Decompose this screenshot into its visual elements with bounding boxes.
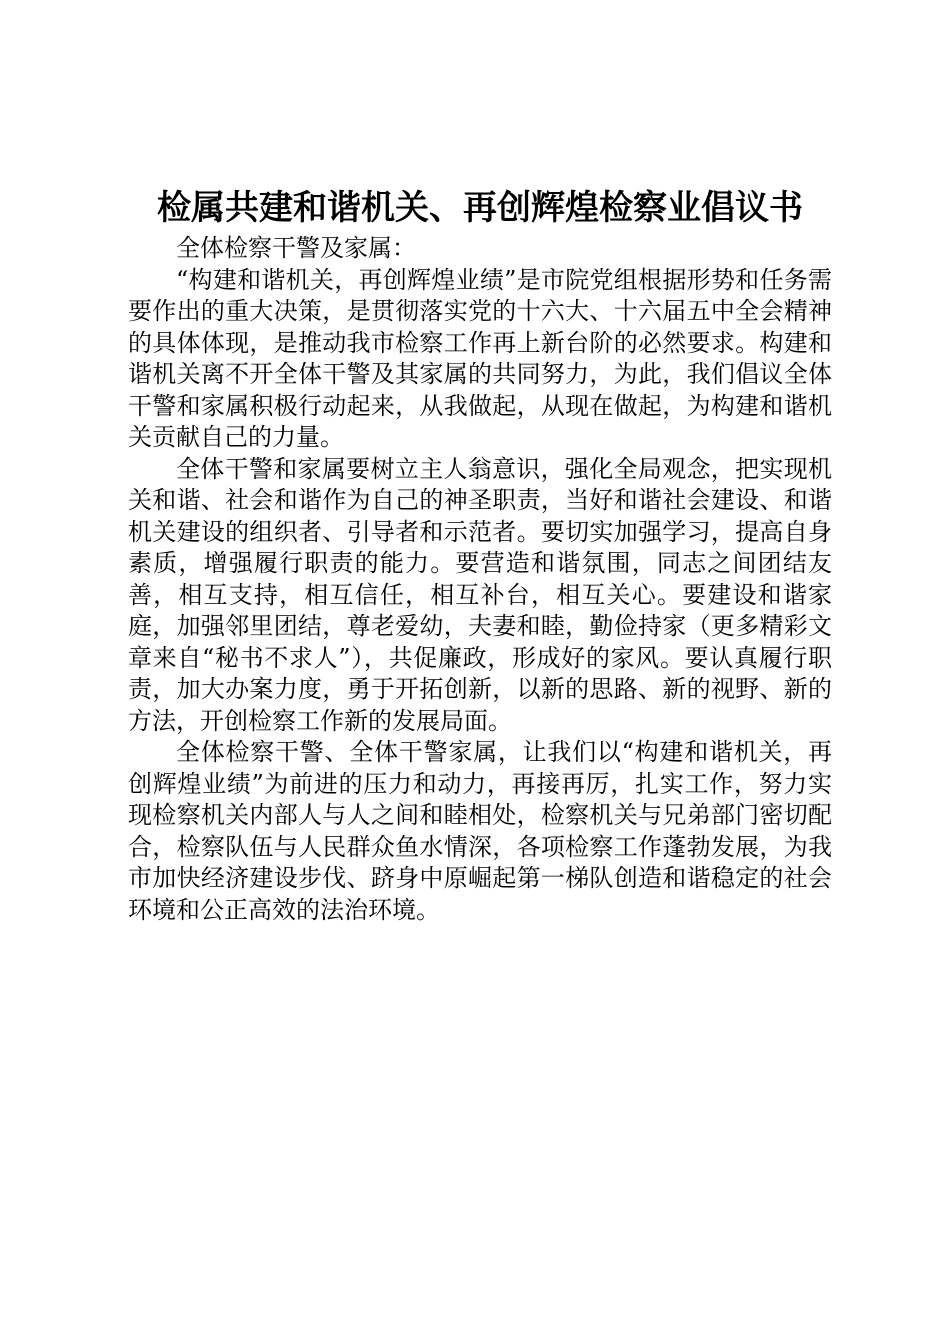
paragraph-3: 全体检察干警、全体干警家属，让我们以“构建和谐机关，再创辉煌业绩”为前进的压力和动力，再接再厉，扎实工作，努力实现检察机关内部人与人之间和睦相处，检察机关与兄弟部门密切配合，检察队伍与人民群众鱼水情深，各项检察工作蓬勃发展，为我市加快经济建设步伐、跻身中原崛起第一梯队创造和谐稳定的社会环境和公正高效的法治环境。 <box>128 738 832 924</box>
document-title: 检属共建和谐机关、再创辉煌检察业倡议书 <box>157 188 803 228</box>
salutation: 全体检察干警及家属： <box>176 234 416 262</box>
document-body <box>128 233 832 926</box>
paragraph-2: 全体干警和家属要树立主人翁意识，强化全局观念，把实现机关和谐、社会和谐作为自己的神圣职责，当好和谐社会建设、和谐机关建设的组织者、引导者和示范者。要切实加强学习，提高自身素质，增强履行职责的能力。要营造和谐氛围，同志之间团结友善，相互支持，相互信任，相互补台，相互关心。要建设和谐家庭，加强邻里团结，尊老爱幼，夫妻和睦，勤俭持家（更多精彩文章来自“秘书不求人”），共促廉政，形成好的家风。要认真履行职责，加大办案力度，勇于开拓创新，以新的思路、新的视野、新的方法，开创检察工作新的发展局面。 <box>128 454 832 735</box>
paragraph-1: “构建和谐机关，再创辉煌业绩”是市院党组根据形势和任务需要作出的重大决策，是贯彻落实党的十六大、十六届五中全会精神的具体体现，是推动我市检察工作再上新台阶的必然要求。构建和谐机关离不开全体干警及其家属的共同努力，为此，我们倡议全体干警和家属积极行动起来，从我做起，从现在做起，为构建和谐机关贡献自己的力量。 <box>128 265 832 451</box>
